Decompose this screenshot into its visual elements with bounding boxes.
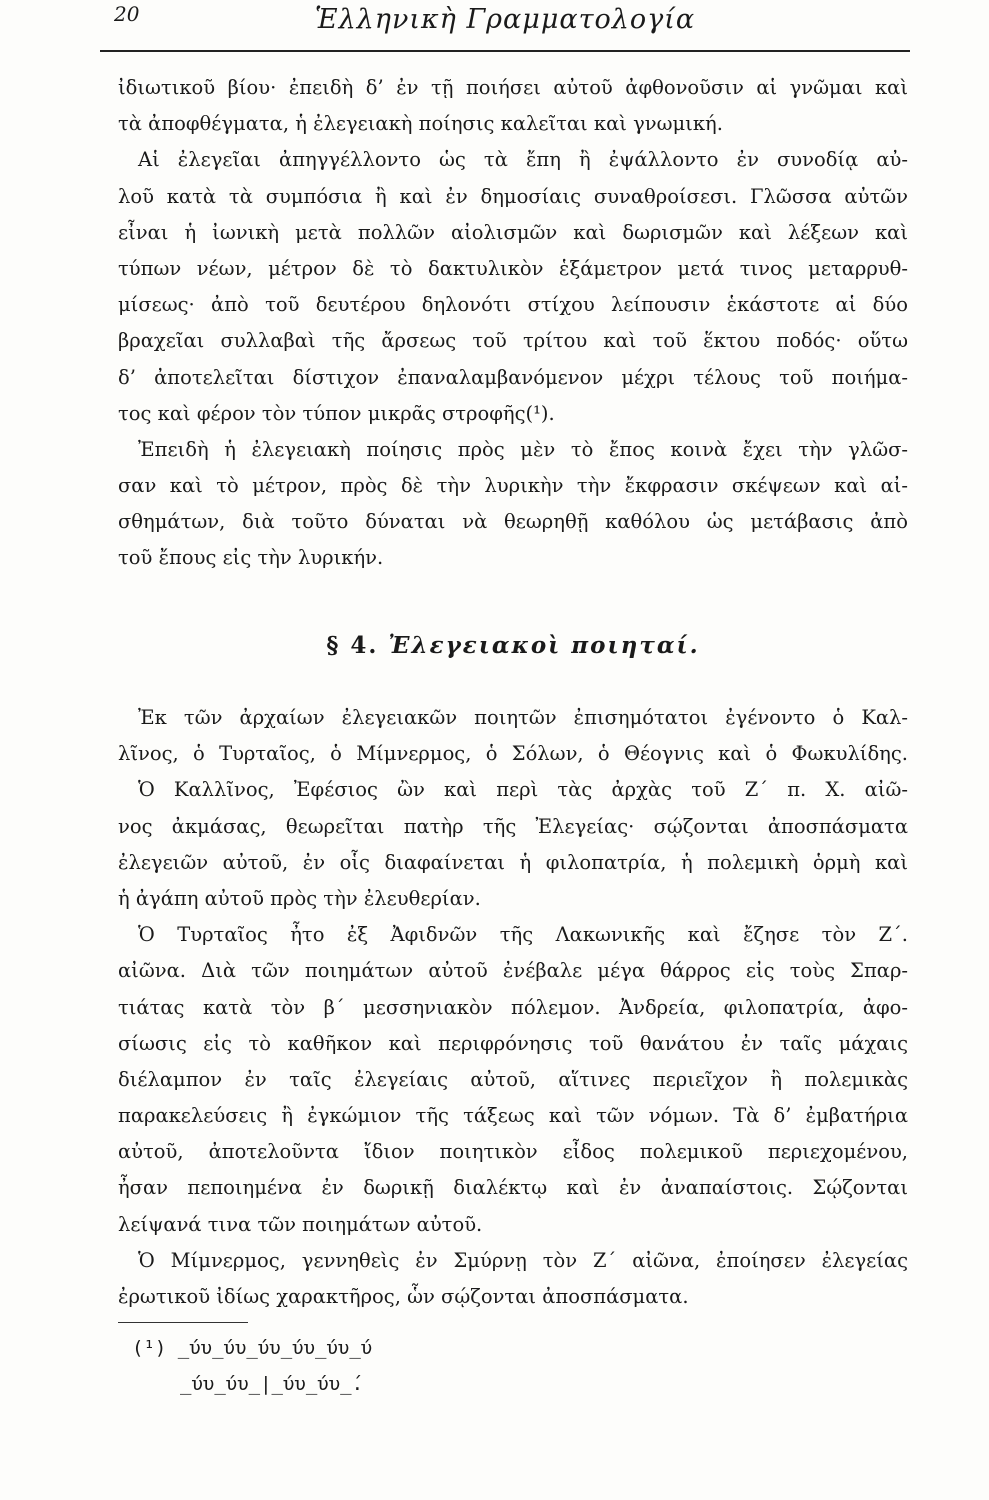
text-line: εἶναι ἡ ἰωνικὴ μετὰ πολλῶν αἰολισμῶν καὶ δωρισμῶν καὶ λέξεων καὶ bbox=[118, 220, 908, 244]
text-line: σθημάτων, διὰ τοῦτο δύναται νὰ θεωρηθῇ καθόλου ὡς μετάβασις ἀπὸ bbox=[118, 510, 908, 534]
text-line: διέλαμπον ἐν ταῖς ἐλεγείαις αὐτοῦ, αἵτινες περιεῖχον ἢ πολεμικὰς bbox=[118, 1067, 908, 1091]
section-title: Ἐλεγειακοὶ ποιηταί. bbox=[388, 632, 700, 659]
text-line: μίσεως· ἀπὸ τοῦ δευτέρου δηλονότι στίχου λείπουσιν ἑκάστοτε αἱ δύο bbox=[118, 293, 908, 317]
text-line: λοῦ κατὰ τὰ συμπόσια ἢ καὶ ἐν δημοσίαις συναθροίσεσι. Γλῶσσα αὐτῶν bbox=[118, 184, 908, 208]
text-line: τος καὶ φέρον τὸν τύπον μικρᾶς στροφῆς(¹). bbox=[118, 401, 555, 425]
text-line: Αἱ ἐλεγεῖαι ἀπηγγέλλοντο ὡς τὰ ἔπη ἢ ἐψάλλοντο ἐν συνοδίᾳ αὐ- bbox=[138, 148, 908, 172]
metrical-scheme-2: _́υυ_́υυ_|_́υυ_́υυ_́. bbox=[180, 1373, 364, 1395]
text-line: τύπων νέων, μέτρον δὲ τὸ δακτυλικὸν ἑξάμετρον μετά τινος μεταρρυθ- bbox=[118, 256, 908, 280]
body-text-bottom bbox=[118, 700, 908, 1315]
footnote bbox=[132, 1330, 372, 1402]
footnote-marker: (¹) bbox=[132, 1337, 167, 1359]
footnote-rule bbox=[118, 1322, 248, 1323]
footnote-line-1 bbox=[132, 1330, 372, 1366]
section-heading bbox=[118, 632, 908, 659]
text-line: ἡ ἀγάπη αὐτοῦ πρὸς τὴν ἐλευθερίαν. bbox=[118, 886, 481, 910]
text-line: παρακελεύσεις ἢ ἐγκώμιον τῆς τάξεως καὶ τῶν νόμων. Τὰ δ’ ἐμβατήρια bbox=[118, 1104, 908, 1128]
text-line: ἦσαν πεποιημένα ἐν δωρικῇ διαλέκτῳ καὶ ἐν ἀναπαίστοις. Σῴζονται bbox=[118, 1176, 908, 1200]
text-line: σαν καὶ τὸ μέτρον, πρὸς δὲ τὴν λυρικὴν τὴν ἔκφρασιν σκέψεων καὶ αἰ- bbox=[118, 474, 908, 498]
text-line: νος ἀκμάσας, θεωρεῖται πατὴρ τῆς Ἐλεγείας· σῴζονται ἀποσπάσματα bbox=[118, 814, 908, 838]
metrical-scheme-1: _́υυ_́υυ_́υυ_́υυ_́υυ_́υ bbox=[177, 1337, 373, 1359]
section-number: § 4. bbox=[326, 632, 379, 659]
text-line: Ὁ Μίμνερμος, γεννηθεὶς ἐν Σμύρνῃ τὸν Ζ΄ αἰῶνα, ἐποίησεν ἐλεγείας bbox=[138, 1248, 908, 1272]
body-text-top bbox=[118, 70, 908, 577]
text-line: ἐλεγειῶν αὐτοῦ, ἐν οἷς διαφαίνεται ἡ φιλοπατρία, ἡ πολεμικὴ ὁρμὴ καὶ bbox=[118, 850, 908, 874]
text-line: τὰ ἀποφθέγματα, ἡ ἐλεγειακὴ ποίησις καλεῖται καὶ γνωμική. bbox=[118, 112, 723, 136]
text-line: ἰδιωτικοῦ βίου· ἐπειδὴ δ’ ἐν τῇ ποιήσει αὐτοῦ ἀφθονοῦσιν αἱ γνῶμαι καὶ bbox=[118, 76, 908, 99]
text-line: βραχεῖαι συλλαβαὶ τῆς ἄρσεως τοῦ τρίτου καὶ τοῦ ἕκτου ποδός· οὕτω bbox=[118, 329, 908, 353]
running-title: Ἑλληνικὴ Γραμματολογία bbox=[314, 4, 696, 35]
page-header bbox=[100, 0, 910, 58]
text-line: τοῦ ἔπους εἰς τὴν λυρικήν. bbox=[118, 546, 384, 570]
text-line: Ἐκ τῶν ἀρχαίων ἐλεγειακῶν ποιητῶν ἐπισημότατοι ἐγένοντο ὁ Καλ- bbox=[138, 706, 908, 729]
text-line: Ὁ Καλλῖνος, Ἐφέσιος ὢν καὶ περὶ τὰς ἀρχὰς τοῦ Ζ΄ π. Χ. αἰῶ- bbox=[138, 778, 908, 802]
text-line: λῖνος, ὁ Τυρταῖος, ὁ Μίμνερμος, ὁ Σόλων, ὁ Θέογνις καὶ ὁ Φωκυλίδης. bbox=[118, 742, 908, 766]
text-line: αἰῶνα. Διὰ τῶν ποιημάτων αὐτοῦ ἐνέβαλε μέγα θάρρος εἰς τοὺς Σπαρ- bbox=[118, 959, 908, 983]
page-number: 20 bbox=[114, 2, 140, 26]
text-line: δ’ ἀποτελεῖται δίστιχον ἐπαναλαμβανόμενον μέχρι τέλους τοῦ ποιήμα- bbox=[118, 365, 908, 389]
text-line: Ἐπειδὴ ἡ ἐλεγειακὴ ποίησις πρὸς μὲν τὸ ἔπος κοινὰ ἔχει τὴν γλῶσ- bbox=[138, 437, 908, 461]
text-line: λείψανά τινα τῶν ποιημάτων αὐτοῦ. bbox=[118, 1212, 483, 1236]
text-line: σίωσις εἰς τὸ καθῆκον καὶ περιφρόνησις τοῦ θανάτου ἐν ταῖς μάχαις bbox=[118, 1031, 908, 1055]
text-line: Ὁ Τυρταῖος ἦτο ἐξ Ἀφιδνῶν τῆς Λακωνικῆς καὶ ἔζησε τὸν Ζ΄. bbox=[138, 923, 908, 947]
text-line: τιάτας κατὰ τὸν β΄ μεσσηνιακὸν πόλεμον. Ἀνδρεία, φιλοπατρία, ἀφο- bbox=[118, 995, 908, 1019]
text-line: ἐρωτικοῦ ἰδίως χαρακτῆρος, ὧν σῴζονται ἀποσπάσματα. bbox=[118, 1285, 689, 1308]
text-line: αὐτοῦ, ἀποτελοῦντα ἴδιον ποιητικὸν εἶδος πολεμικοῦ περιεχομένου, bbox=[118, 1140, 908, 1164]
header-rule bbox=[100, 50, 910, 52]
